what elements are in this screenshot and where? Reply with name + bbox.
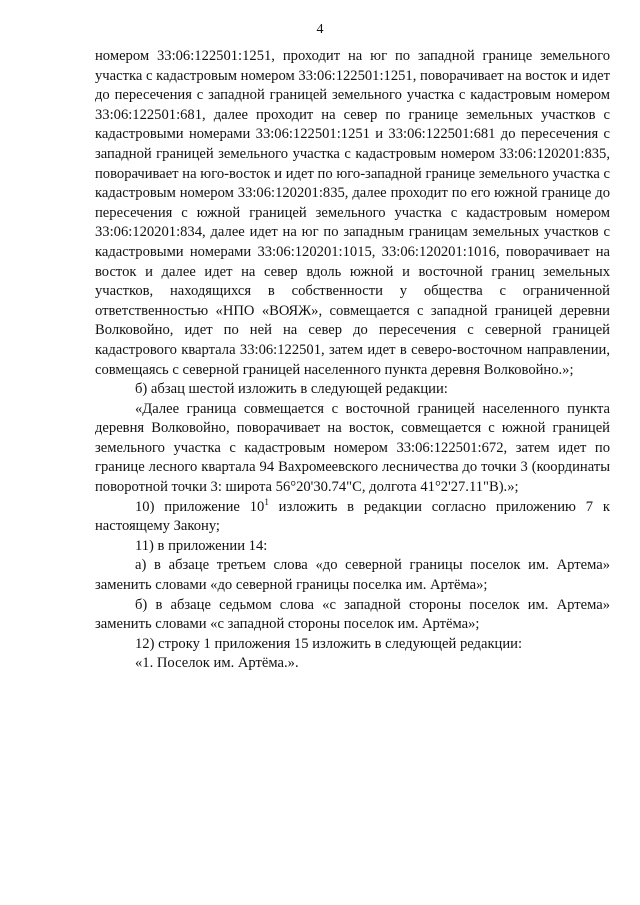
paragraph-item-10: [95, 498, 610, 537]
paragraph-item-11-a: а) в абзаце третьем слова «до северной границы поселок им. Артема» заменить словами «до северной границы поселка им. Артёма»;: [95, 557, 610, 594]
item-10-text-end: изложить в редакции согласно приложению 7 к настоящему Закону;: [95, 498, 610, 535]
item-10-text-start: 10) приложение 10: [135, 498, 265, 515]
paragraph-item-12-text: «1. Поселок им. Артёма.».: [135, 655, 299, 672]
document-body: [95, 47, 610, 674]
paragraph-item-11-b: б) в абзаце седьмом слова «с западной стороны поселок им. Артема» заменить словами «с западной стороны поселок им. Артёма»;: [95, 596, 610, 633]
paragraph-item-11: 11) в приложении 14:: [135, 537, 268, 554]
page-number: 4: [316, 22, 324, 37]
paragraph-item-b-text: «Далее граница совмещается с восточной границей населенного пункта деревня Волковойно, поворачивает на восток, совмещается с южной границей земельного участка с кадастровым номером 33:06:122501:672, затем идет по границе лесного квартала 94 Вахромеевского лесничества до точки 3 (координаты поворотной точки 3: широта 56°20'30.74"С, долгота 41°2'27.11"В).»;: [95, 400, 610, 496]
paragraph-item-b-heading: б) абзац шестой изложить в следующей редакции:: [135, 381, 448, 398]
paragraph-boundary-continuation: номером 33:06:122501:1251, проходит на юг по западной границе земельного участка с кадастровым номером 33:06:122501:1251, поворачивает на восток и идет до пересечения с западной границей земельного участка с кадастровым номером 33:06:122501:681, далее проходит на север по границе земельных участков с кадастровыми номерами 33:06:122501:1251 и 33:06:122501:681 до пересечения с западной границей земельного участка с кадастровым номером 33:06:120201:835, поворачивает на юго-восток и идет по юго-западной границе земельного участка с кадастровым номером 33:06:120201:835, далее проходит по его южной границе до пересечения с южной границей земельного участка с кадастровым номером 33:06:120201:834, далее идет на юг по западным границам земельных участков с кадастровыми номерами 33:06:120201:1015, 33:06:120201:1016, поворачивает на восток и далее идет на север вдоль южной и восточной границ земельных участков, находящихся в собственности у общества с ограниченной ответственностью «НПО «ВОЯЖ», совмещается с западной границей деревни Волковойно, идет по ней на север до пересечения с северной границей кадастрового квартала 33:06:122501, затем идет в северо-восточном направлении, совмещаясь с северной границей населенного пункта деревня Волковойно.»;: [95, 48, 610, 378]
paragraph-item-12: 12) строку 1 приложения 15 изложить в следующей редакции:: [135, 635, 523, 652]
item-10-superscript: 1: [264, 496, 269, 507]
